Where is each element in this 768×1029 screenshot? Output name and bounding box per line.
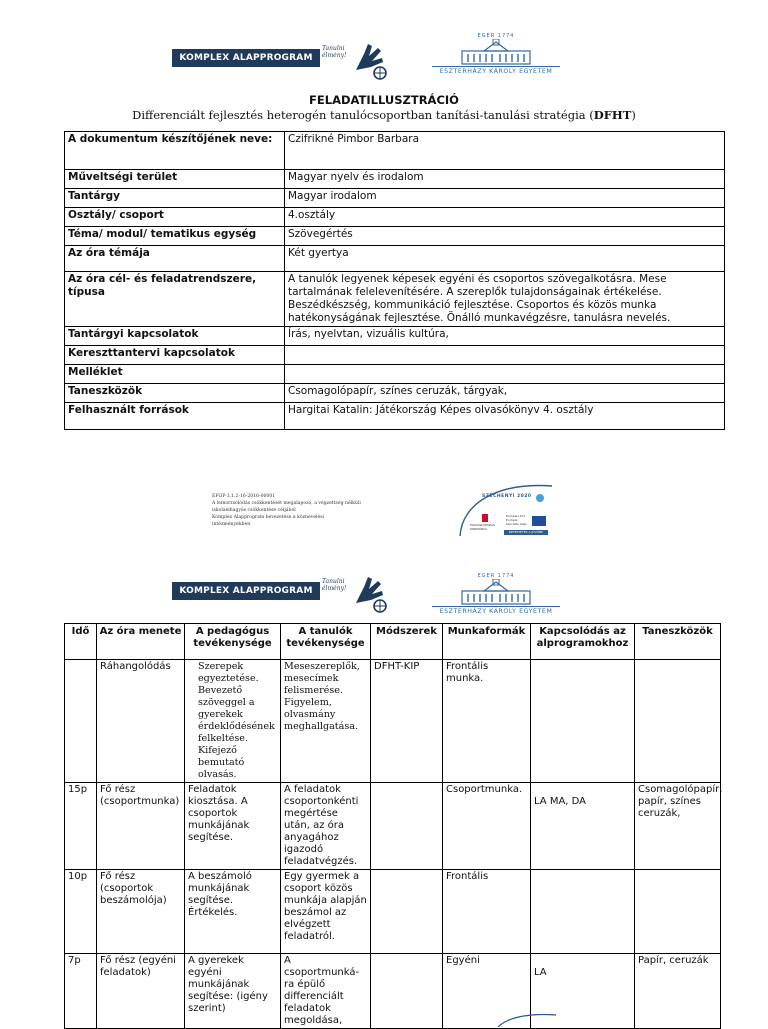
komplex-alapprogram-logo: [172, 40, 390, 82]
meta-row: [65, 384, 725, 403]
cell-student-activity: A csoportmunká-ra épülő differenciált feladatok megoldása,: [281, 954, 371, 1029]
efop-project-note: [212, 493, 362, 528]
meta-label: Az óra témája: [65, 246, 285, 272]
szechenyi-2020-logo: [456, 478, 556, 540]
table-row: [65, 783, 721, 870]
column-header: Módszerek: [371, 624, 443, 660]
cell-work-forms: Egyéni: [443, 954, 531, 1029]
meta-row: [65, 403, 725, 430]
efop-line: EFOP-3.1.2-16-2016-00001: [212, 494, 276, 499]
column-header: Idő: [65, 624, 97, 660]
subtitle-text: Differenciált fejlesztés heterogén tanulócsoportban tanítási-tanulási stratégia (: [132, 108, 594, 122]
cell-time: [65, 660, 97, 783]
cell-methods: [371, 783, 443, 870]
eszterhazy-university-logo-2: [432, 573, 560, 617]
meta-value: Czifrikné Pimbor Barbara: [285, 132, 725, 170]
meta-value: [285, 346, 725, 365]
column-header: Taneszközök: [635, 624, 721, 660]
meta-value: [285, 365, 725, 384]
meta-row: [65, 132, 725, 170]
meta-label: Téma/ modul/ tematikus egység: [65, 227, 285, 246]
szechenyi-arc-fragment: [496, 1013, 558, 1027]
university-year: EGER 1774: [477, 33, 515, 39]
cell-student-activity: A feladatok csoportonkénti megértése után, az óra anyagához igazodó feladatvégzés.: [281, 783, 371, 870]
hand-ball-icon: [350, 40, 390, 82]
cell-tools: [635, 660, 721, 783]
meta-label: Melléklet: [65, 365, 285, 384]
subtitle-abbrev: DFHT: [593, 108, 632, 122]
university-building-icon: [460, 39, 532, 65]
program-logo-text: KOMPLEX ALAPPROGRAM: [172, 582, 320, 600]
meta-value: Hargitai Katalin: Játékország Képes olvasókönyv 4. osztály: [285, 403, 725, 430]
efop-line: A lemorzsolódás csökkentését megalapozó, a végzettség nélküli: [212, 501, 361, 506]
table-row: [65, 870, 721, 954]
cell-phase: Fő rész (csoportmunka): [97, 783, 185, 870]
cell-tools: Csomagolópapír, papír, színes ceruzák,: [635, 783, 721, 870]
meta-value: Csomagolópapír, színes ceruzák, tárgyak,: [285, 384, 725, 403]
cell-teacher-activity: Szerepek egyeztetése. Bevezető szöveggel a gyerekek érdeklődésének felkeltése. Kifejező bemutató olvasás.: [185, 660, 281, 783]
column-header: Munkaformák: [443, 624, 531, 660]
cell-tools: [635, 870, 721, 954]
meta-label: Taneszközök: [65, 384, 285, 403]
cell-teacher-activity: A gyerekek egyéni munkájának segítése: (igény szerint): [185, 954, 281, 1029]
eszterhazy-university-logo: [432, 33, 560, 77]
column-header: A pedagógus tevékenysége: [185, 624, 281, 660]
cell-work-forms: Csoportmunka.: [443, 783, 531, 870]
meta-label: Műveltségi terület: [65, 170, 285, 189]
cell-tools: Papír, ceruzák: [635, 954, 721, 1029]
meta-row: [65, 189, 725, 208]
komplex-alapprogram-logo-2: [172, 573, 390, 615]
meta-row: [65, 208, 725, 227]
meta-value: A tanulók legyenek képesek egyéni és csoportos szövegalkotásra. Mese tartalmának felelevenítésére. A szereplők tulajdonságainak értékelése. Beszédkészség, kommunikáció fejlesztése. Csoportos és közös munka hatékonyságának fejlesztése. Önálló munkavégzésre, tanulásra nevelés.: [285, 272, 725, 327]
cell-time: 15p: [65, 783, 97, 870]
table-header-row: [65, 624, 721, 660]
meta-label: Tantárgyi kapcsolatok: [65, 327, 285, 346]
university-year: EGER 1774: [477, 573, 515, 579]
szechenyi-name: SZÉCHENYI 2020: [482, 494, 532, 499]
meta-row: [65, 227, 725, 246]
meta-label: Tantárgy: [65, 189, 285, 208]
meta-label: Felhasznált források: [65, 403, 285, 430]
efop-line: Komplex Alapprogram bevezetése a köznevelési intézményekben: [212, 515, 325, 527]
cell-work-forms: Frontális munka.: [443, 660, 531, 783]
meta-label: Kereszttantervi kapcsolatok: [65, 346, 285, 365]
meta-label: Az óra cél- és feladatrendszere, típusa: [65, 272, 285, 327]
cell-subprogram-links: LA: [531, 954, 635, 1029]
meta-row: [65, 272, 725, 327]
program-logo-text: KOMPLEX ALAPPROGRAM: [172, 49, 320, 67]
meta-value: Szövegértés: [285, 227, 725, 246]
cell-student-activity: Egy gyermek a csoport közös munkája alapján beszámol az elvégzett feladatról.: [281, 870, 371, 954]
efop-line: iskolaelhagyás csökkentése céljából: [212, 508, 296, 513]
cell-student-activity: Meseszereplők, mesecímek felismerése. Figyelem, olvasmány meghallgatása.: [281, 660, 371, 783]
university-building-icon: [460, 579, 532, 605]
meta-value: Írás, nyelvtan, vizuális kultúra,: [285, 327, 725, 346]
cell-phase: Fő rész (egyéni feladatok): [97, 954, 185, 1029]
university-name: ESZTERHÁZY KÁROLY EGYETEM: [432, 606, 560, 615]
university-name: ESZTERHÁZY KÁROLY EGYETEM: [432, 66, 560, 75]
cell-teacher-activity: A beszámoló munkájának segítése. Értékelés.: [185, 870, 281, 954]
cell-methods: DFHT-KIP: [371, 660, 443, 783]
program-logo-script: Tanulni élmény!: [322, 45, 347, 59]
cell-subprogram-links: [531, 870, 635, 954]
meta-value: Magyar irodalom: [285, 189, 725, 208]
cell-phase: Ráhangolódás: [97, 660, 185, 783]
cell-methods: [371, 954, 443, 1029]
table-row: [65, 954, 721, 1029]
program-logo-script: Tanulni élmény!: [322, 578, 347, 592]
column-header: Az óra menete: [97, 624, 185, 660]
cell-subprogram-links: [531, 660, 635, 783]
szechenyi-gov-label: MAGYARORSZÁG KORMÁNYA: [470, 523, 496, 531]
subtitle-close: ): [631, 108, 636, 122]
szechenyi-eu-label: Európai Unió Európai Szociális Alap: [506, 514, 527, 526]
hand-ball-icon: [350, 573, 390, 615]
szechenyi-slogan: BEFEKTETÉS A JÖVŐBE: [504, 530, 548, 535]
cell-phase: Fő rész (csoportok beszámolója): [97, 870, 185, 954]
cell-work-forms: Frontális: [443, 870, 531, 954]
page-title: FELADATILLUSZTRÁCIÓ: [309, 93, 459, 107]
lesson-plan-table: [64, 623, 721, 1029]
cell-subprogram-links: LA MA, DA: [531, 783, 635, 870]
cell-time: 7p: [65, 954, 97, 1029]
meta-value: Két gyertya: [285, 246, 725, 272]
meta-row: [65, 365, 725, 384]
meta-row: [65, 170, 725, 189]
page-subtitle: [0, 108, 768, 122]
meta-row: [65, 346, 725, 365]
column-header: Kapcsolódás az alprogramokhoz: [531, 624, 635, 660]
meta-label: A dokumentum készítőjének neve:: [65, 132, 285, 170]
meta-label: Osztály/ csoport: [65, 208, 285, 227]
cell-time: 10p: [65, 870, 97, 954]
meta-value: Magyar nyelv és irodalom: [285, 170, 725, 189]
meta-row: [65, 327, 725, 346]
column-header: A tanulók tevékenysége: [281, 624, 371, 660]
meta-row: [65, 246, 725, 272]
table-row: [65, 660, 721, 783]
meta-value: 4.osztály: [285, 208, 725, 227]
cell-methods: [371, 870, 443, 954]
cell-teacher-activity: Feladatok kiosztása. A csoportok munkájának segítése.: [185, 783, 281, 870]
document-metadata-table: [64, 131, 725, 430]
